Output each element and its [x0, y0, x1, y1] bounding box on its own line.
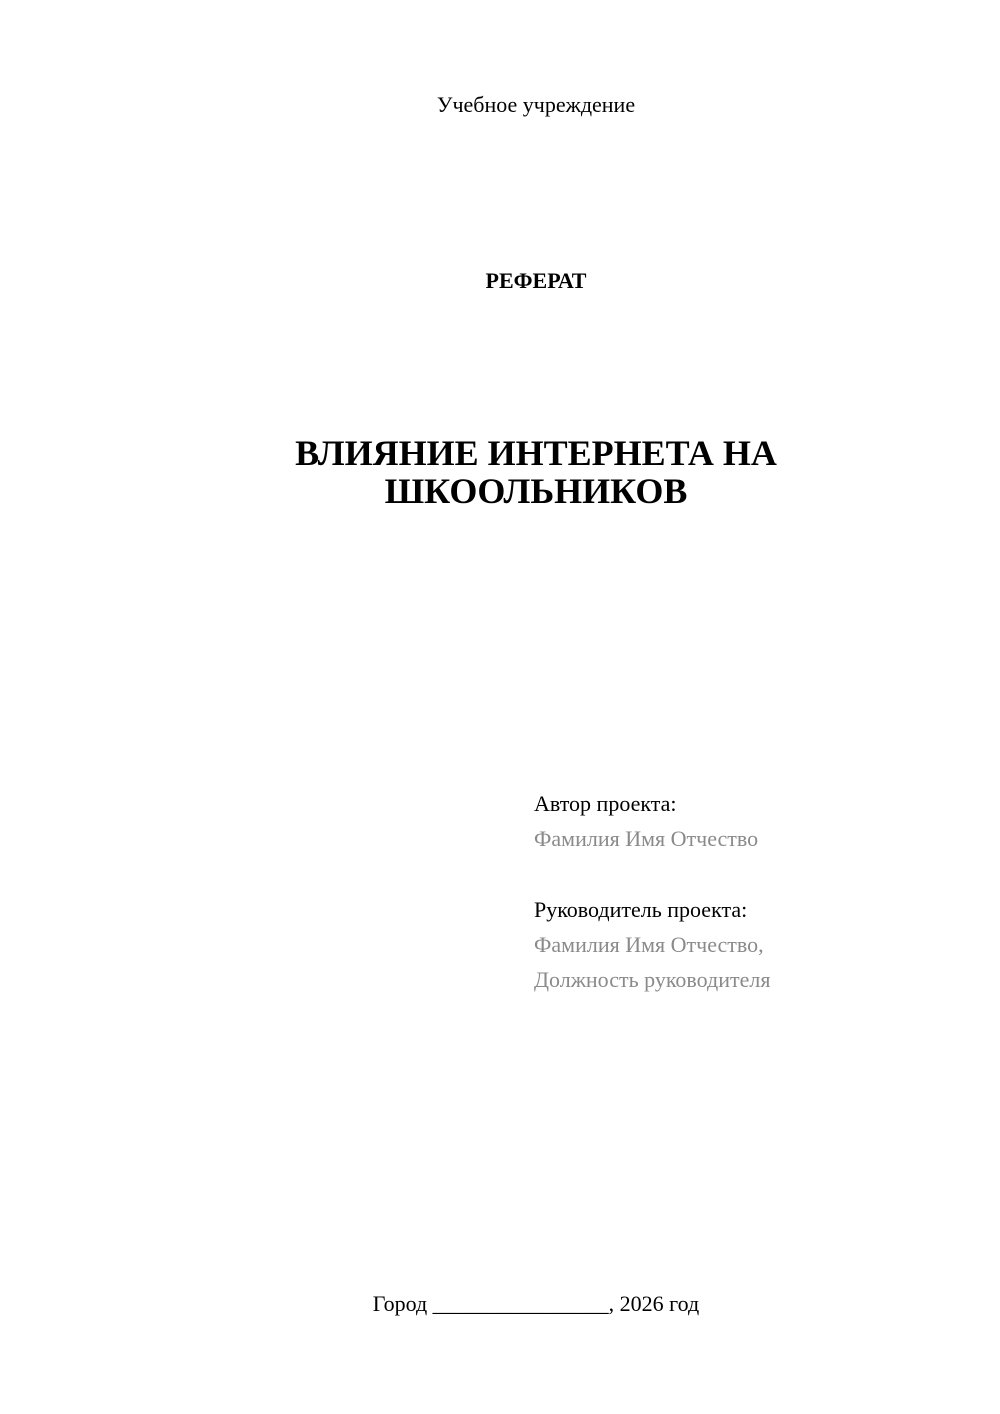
city-blank: ________________ [432, 1291, 609, 1316]
author-name: Фамилия Имя Отчество [534, 826, 759, 851]
document-title [180, 434, 892, 510]
document-type: РЕФЕРАТ [485, 268, 587, 293]
document-title-line-2: ШКООЛЬНИКОВ [384, 471, 688, 511]
supervisor-position: Должность руководителя [534, 967, 771, 992]
institution-name: Учебное учреждение [436, 92, 636, 117]
city-label: Город [372, 1291, 428, 1316]
supervisor-name: Фамилия Имя Отчество, [534, 932, 764, 957]
year-text: , 2026 год [608, 1291, 700, 1316]
city-year-line [0, 1290, 1000, 1318]
credits-block [534, 786, 954, 997]
document-title-line-1: ВЛИЯНИЕ ИНТЕРНЕТА НА [295, 433, 777, 473]
credits-spacer [534, 856, 954, 892]
author-label: Автор проекта: [534, 791, 677, 816]
supervisor-label: Руководитель проекта: [534, 897, 748, 922]
